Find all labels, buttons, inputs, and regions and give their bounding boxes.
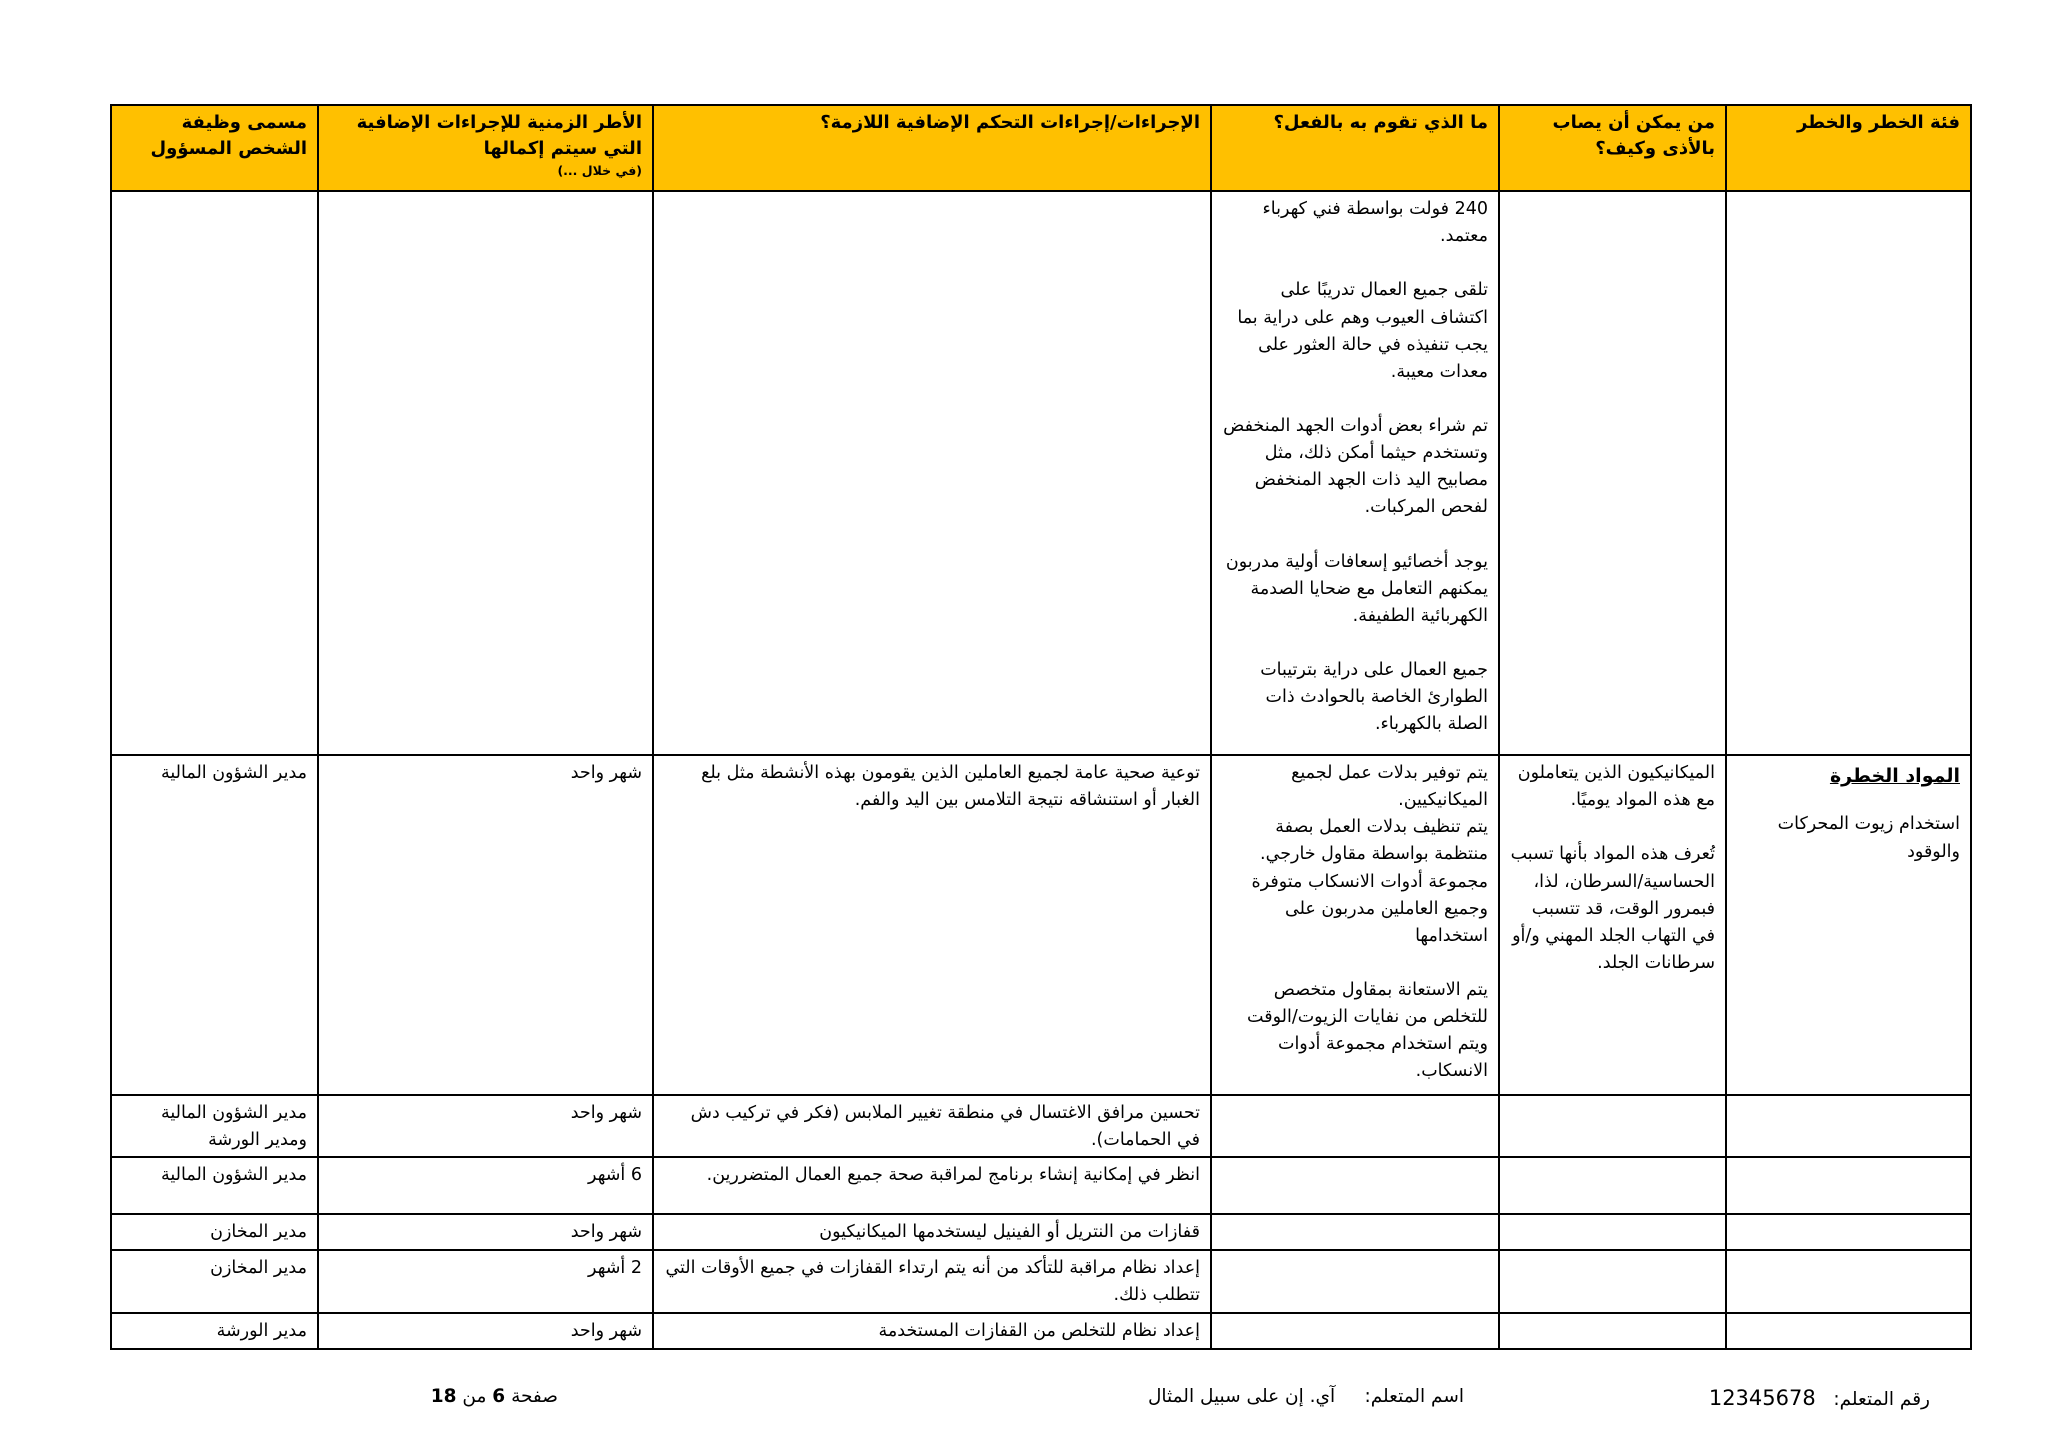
further-controls-cell bbox=[653, 191, 1211, 755]
hazard-cell bbox=[1726, 755, 1971, 1095]
learner-number bbox=[1709, 1386, 1930, 1410]
hazard-cell bbox=[1726, 1250, 1971, 1312]
hazard-title: المواد الخطرة bbox=[1829, 765, 1960, 787]
header-timeframes-note: (في خلال ...) bbox=[557, 163, 642, 179]
header-what-doing: ما الذي تقوم به بالفعل؟ bbox=[1211, 105, 1499, 191]
header-responsible: مسمى وظيفة الشخص المسؤول bbox=[111, 105, 318, 191]
timeframe-cell bbox=[318, 191, 653, 755]
timeframe-cell: شهر واحد bbox=[318, 755, 653, 1095]
what-doing-cell bbox=[1211, 1313, 1499, 1349]
timeframe-cell: 2 أشهر bbox=[318, 1250, 653, 1312]
table-row bbox=[111, 1095, 1971, 1157]
header-who-harmed: من يمكن أن يصاب بالأذى وكيف؟ bbox=[1499, 105, 1726, 191]
what-doing-cell bbox=[1211, 1157, 1499, 1214]
who-harmed-cell bbox=[1499, 1214, 1726, 1250]
hazard-cell bbox=[1726, 191, 1971, 755]
header-further-controls: الإجراءات/إجراءات التحكم الإضافية اللازمة؟ bbox=[653, 105, 1211, 191]
table-row bbox=[111, 755, 1971, 1095]
who-harmed-cell bbox=[1499, 1250, 1726, 1312]
timeframe-cell: 6 أشهر bbox=[318, 1157, 653, 1214]
page-number bbox=[431, 1386, 558, 1407]
further-controls-cell: تحسين مرافق الاغتسال في منطقة تغيير الملابس (فكر في تركيب دش في الحمامات). bbox=[653, 1095, 1211, 1157]
learner-name-value: آي. إن على سبيل المثال bbox=[1147, 1386, 1336, 1407]
what-doing-cell bbox=[1211, 1095, 1499, 1157]
responsible-cell: مدير الشؤون المالية ومدير الورشة bbox=[111, 1095, 318, 1157]
page-current: 6 bbox=[492, 1386, 506, 1407]
learner-name-label: اسم المتعلم: bbox=[1364, 1386, 1464, 1407]
hazard-item: استخدام زيوت المحركات والوقود bbox=[1777, 814, 1960, 862]
what-doing-cell: يتم توفير بدلات عمل لجميع الميكانيكيين. يتم تنظيف بدلات العمل بصفة منتظمة بواسطة مقاول خارجي. مجموعة أدوات الانسكاب متوفرة وجميع العاملين مدربون على استخدامها يتم الاستعانة بمقاول متخصص للتخلص من نفايات الزيوت/الوقت ويتم استخدام مجموعة أدوات الانسكاب. bbox=[1211, 755, 1499, 1095]
responsible-cell bbox=[111, 191, 318, 755]
who-harmed-cell bbox=[1499, 1157, 1726, 1214]
table-row bbox=[111, 1214, 1971, 1250]
responsible-cell: مدير الشؤون المالية bbox=[111, 755, 318, 1095]
table-row bbox=[111, 1250, 1971, 1312]
further-controls-cell: إعداد نظام مراقبة للتأكد من أنه يتم ارتداء القفازات في جميع الأوقات التي تتطلب ذلك. bbox=[653, 1250, 1211, 1312]
page-total: 18 bbox=[430, 1386, 457, 1407]
what-doing-cell bbox=[1211, 1250, 1499, 1312]
header-hazard-category: فئة الخطر والخطر bbox=[1726, 105, 1971, 191]
who-harmed-cell bbox=[1499, 191, 1726, 755]
timeframe-cell: شهر واحد bbox=[318, 1214, 653, 1250]
timeframe-cell: شهر واحد bbox=[318, 1313, 653, 1349]
responsible-cell: مدير المخازن bbox=[111, 1214, 318, 1250]
what-doing-cell: 240 فولت بواسطة فني كهرباء معتمد. تلقى جميع العمال تدريبًا على اكتشاف العيوب وهم على دراية بما يجب تنفيذه في حالة العثور على معدات معيبة. تم شراء بعض أدوات الجهد المنخفض وتستخدم حيثما أمكن ذلك، مثل مصابيح اليد ذات الجهد المنخفض لفحص المركبات. يوجد أخصائيو إسعافات أولية مدربون يمكنهم التعامل مع ضحايا الصدمة الكهربائية الطفيفة. جميع العمال على دراية بترتيبات الطوارئ الخاصة بالحوادث ذات الصلة بالكهرباء. bbox=[1211, 191, 1499, 755]
who-harmed-cell bbox=[1499, 1313, 1726, 1349]
header-row bbox=[111, 105, 1971, 191]
hazard-cell bbox=[1726, 1313, 1971, 1349]
who-harmed-cell bbox=[1499, 1095, 1726, 1157]
learner-number-value: 12345678 bbox=[1708, 1386, 1816, 1410]
learner-number-label: رقم المتعلم: bbox=[1833, 1389, 1930, 1410]
table-row bbox=[111, 1313, 1971, 1349]
responsible-cell: مدير الورشة bbox=[111, 1313, 318, 1349]
further-controls-cell: قفازات من النتريل أو الفينيل ليستخدمها الميكانيكيون bbox=[653, 1214, 1211, 1250]
hazard-cell bbox=[1726, 1095, 1971, 1157]
learner-name bbox=[1148, 1386, 1464, 1407]
further-controls-cell: انظر في إمكانية إنشاء برنامج لمراقبة صحة جميع العمال المتضررين. bbox=[653, 1157, 1211, 1214]
table-row bbox=[111, 1157, 1971, 1214]
header-timeframes-text: الأطر الزمنية للإجراءات الإضافية التي سيتم إكمالها bbox=[356, 112, 642, 160]
page-of: من bbox=[462, 1386, 487, 1407]
hazard-cell bbox=[1726, 1214, 1971, 1250]
further-controls-cell: توعية صحية عامة لجميع العاملين الذين يقومون بهذه الأنشطة مثل بلع الغبار أو استنشاقه نتيجة التلامس بين اليد والفم. bbox=[653, 755, 1211, 1095]
header-timeframes bbox=[318, 105, 653, 191]
timeframe-cell: شهر واحد bbox=[318, 1095, 653, 1157]
what-doing-cell bbox=[1211, 1214, 1499, 1250]
hazard-cell bbox=[1726, 1157, 1971, 1214]
responsible-cell: مدير المخازن bbox=[111, 1250, 318, 1312]
page-word: صفحة bbox=[511, 1386, 558, 1407]
risk-assessment-table bbox=[110, 104, 1972, 1350]
further-controls-cell: إعداد نظام للتخلص من القفازات المستخدمة bbox=[653, 1313, 1211, 1349]
who-harmed-cell: الميكانيكيون الذين يتعاملون مع هذه المواد يوميًا. تُعرف هذه المواد بأنها تسبب الحساسية/السرطان، لذا، فبمرور الوقت، قد تتسبب في التهاب الجلد المهني و/أو سرطانات الجلد. bbox=[1499, 755, 1726, 1095]
responsible-cell: مدير الشؤون المالية bbox=[111, 1157, 318, 1214]
table-row bbox=[111, 191, 1971, 755]
